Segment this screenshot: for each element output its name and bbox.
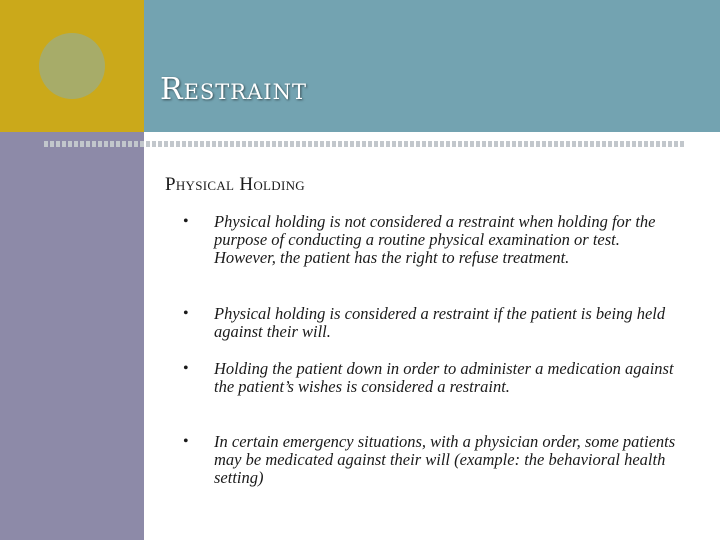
side-band [0, 132, 144, 540]
bullet-icon: • [183, 305, 189, 322]
section-heading: Physical Holding [165, 174, 305, 195]
decorative-circle [39, 33, 105, 99]
dotted-divider [44, 141, 685, 147]
bullet-icon: • [183, 213, 189, 230]
title-banner [144, 0, 720, 132]
bullet-text: Physical holding is considered a restraint if the patient is being held against their will. [214, 304, 666, 341]
bullet-text: Physical holding is not considered a restraint when holding for the purpose of conducting a routine physical examination or test. However, the patient has the right to refuse treatment. [214, 212, 656, 267]
bullet-icon: • [183, 433, 189, 450]
slide-title: Restraint [160, 72, 307, 107]
bullet-text: Holding the patient down in order to administer a medication against the patient’s wishes is considered a restraint. [214, 359, 674, 396]
bullet-icon: • [183, 360, 189, 377]
bullet-text: In certain emergency situations, with a physician order, some patients may be medicated against their will (example: the behavioral health setting) [214, 432, 676, 487]
